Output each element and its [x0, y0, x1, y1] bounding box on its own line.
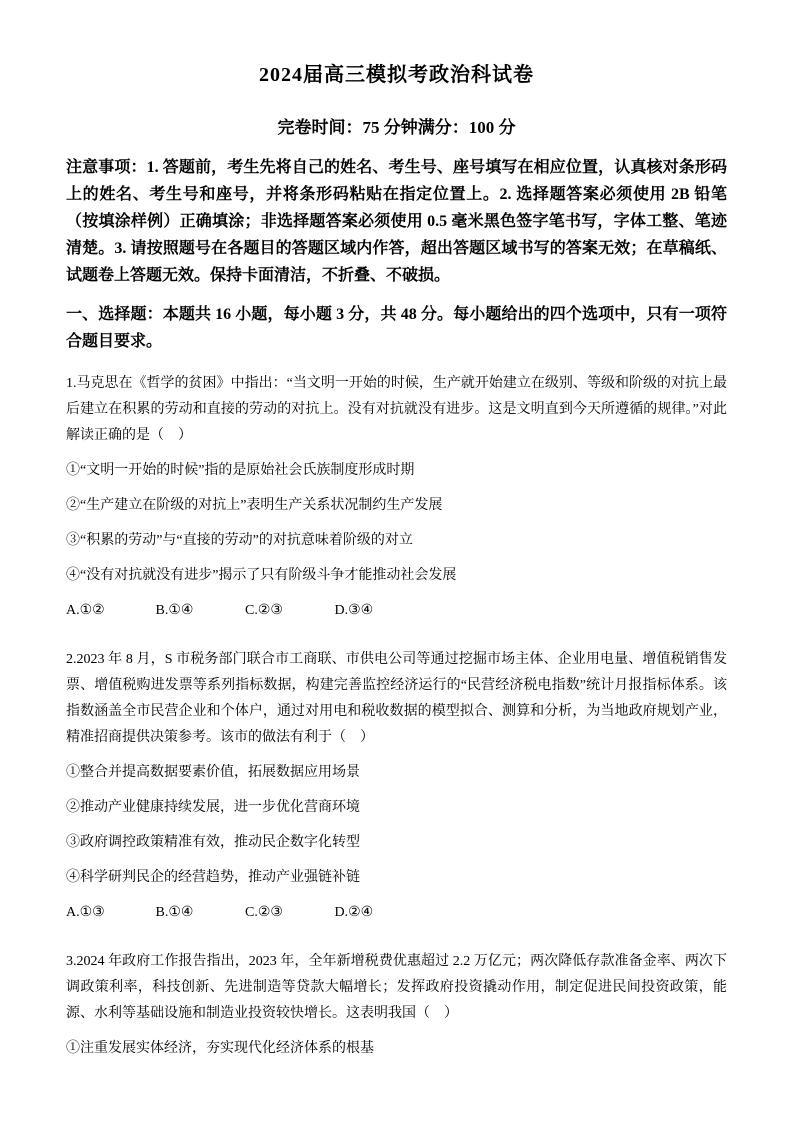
question-2-choice-a: A.①③: [66, 905, 105, 920]
question-1-statement-4: ④“没有对抗就没有进步”揭示了只有阶级斗争才能推动社会发展: [66, 568, 457, 583]
question-1-statement-3: ③“积累的劳动”与“直接的劳动”的对抗意味着阶级的对立: [66, 533, 413, 548]
question-2-statement-2: ②推动产业健康持续发展，进一步优化营商环境: [66, 800, 360, 815]
page-title: 2024届高三模拟考政治科试卷: [259, 64, 534, 86]
question-1-choice-c: C.②③: [245, 603, 283, 618]
question-2-statement-1: ①整合并提高数据要素价值，拓展数据应用场景: [66, 765, 360, 780]
question-1-stem: 1.马克思在《哲学的贫困》中指出：“当文明一开始的时候，生产就开始建立在级别、等级和阶级的对抗上最后建立在积累的劳动和直接的劳动的对抗上。没有对抗就没有进步。这是文明直到今天所遵循的规律。”对此解读正确的是（ ）: [66, 376, 727, 443]
question-2: [66, 647, 727, 923]
question-1-choice-d: D.③④: [334, 603, 374, 618]
question-1-choices: [66, 601, 727, 621]
question-2-stem: 2.2023 年 8 月，S 市税务部门联合市工商联、市供电公司等通过挖掘市场主体、企业用电量、增值税销售发票、增值税购进发票等系列指标数据，构建完善监控经济运行的“民营经济税电指数”统计月报指标体系。该指数涵盖全市民营企业和个体户，通过对用电和税收数据的模型拟合、测算和分析，为当地政府规划产业，精准招商提供决策参考。该市的做法有利于（ ）: [66, 652, 727, 745]
question-1: [66, 371, 727, 621]
question-2-statement-3: ③政府调控政策精准有效，推动民企数字化转型: [66, 835, 360, 850]
question-3: [66, 949, 727, 1059]
section-header: 一、选择题：本题共 16 小题，每小题 3 分，共 48 分。每小题给出的四个选项中，只有一项符合题目要求。: [66, 306, 727, 350]
question-2-statement-4: ④科学研判民企的经营趋势，推动产业强链补链: [66, 870, 360, 885]
question-1-choice-a: A.①②: [66, 603, 105, 618]
question-1-statement-1: ①“文明一开始的时候”指的是原始社会氏族制度形成时期: [66, 463, 415, 478]
question-3-stem: 3.2024 年政府工作报告指出，2023 年，全年新增税费优惠超过 2.2 万亿元；两次降低存款准备金率、两次下调政策利率，科技创新、先进制造等贷款大幅增长；发挥政府投资撬动作用，制定促进民间投资政策，能源、水利等基础设施和制造业投资较快增长。这表明我国（ ）: [66, 954, 727, 1021]
question-2-choices: [66, 903, 727, 923]
question-2-choice-b: B.①④: [155, 905, 194, 920]
question-3-statement-1: ①注重发展实体经济，夯实现代化经济体系的根基: [66, 1041, 374, 1056]
question-1-statement-2: ②“生产建立在阶级的对抗上”表明生产关系状况制约生产发展: [66, 498, 443, 513]
question-2-choice-d: D.②④: [334, 905, 374, 920]
question-1-choice-b: B.①④: [155, 603, 194, 618]
exam-notice: 注意事项：1. 答题前，考生先将自己的姓名、考生号、座号填写在相应位置，认真核对条形码上的姓名、考生号和座号，并将条形码粘贴在指定位置上。2. 选择题答案必须使用 2B 铅笔（按填涂样例）正确填涂；非选择题答案必须使用 0.5 毫米黑色签字笔书写，字体工整、笔迹清楚。3. 请按照题号在各题目的答题区域内作答，超出答题区域书写的答案无效；在草稿纸、试题卷上答题无效。保持卡面清洁，不折叠、不破损。: [66, 159, 727, 284]
exam-time-score: 完卷时间：75 分钟满分：100 分: [277, 118, 516, 137]
question-2-choice-c: C.②③: [245, 905, 283, 920]
